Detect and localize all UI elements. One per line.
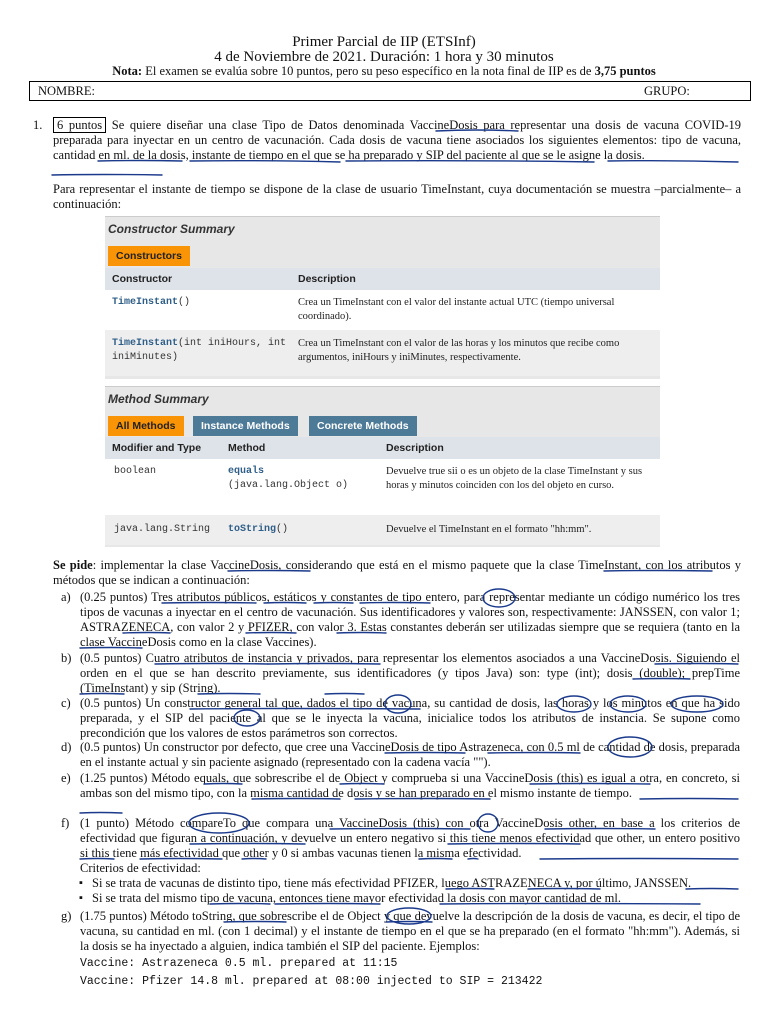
constructor-row [105, 330, 660, 376]
constructor-signature [112, 337, 287, 365]
col-description: Description [386, 442, 444, 454]
underline-mark [52, 175, 162, 176]
col-modifier-type: Modifier and Type [112, 442, 202, 454]
intro-paragraph: Se quiere diseñar una clase Tipo de Datos denominada VaccineDosis para representar una dosis de vacuna COVID-19 preparada para inyectar en un centro de vacunación. Cada dosis de vacuna tiene asociados los siguientes elementos: tipo de vacuna, cantidad en ml. de la dosis, instante de tiempo en el que se ha preparado y SIP del paciente al que se le asigne la dosis. [53, 118, 742, 162]
tab-instance-methods[interactable]: Instance Methods [193, 416, 298, 436]
task-label: Se pide [53, 558, 93, 572]
constructor-link[interactable]: TimeInstant [112, 338, 179, 349]
method-description: Devuelve true sii o es un objeto de la clase TimeInstant y sus horas y minutos coinciden con los del objeto en curso. [386, 466, 643, 491]
item-label: b) [61, 651, 72, 665]
method-params: (java.lang.Object o) [228, 480, 349, 491]
list-item [61, 771, 740, 801]
item-text: (0.5 puntos) Un constructor general tal que, dados el tipo de vacuna, su cantidad de dosis, las horas y los minutos en que ha sido preparada, y el SIP del paciente al que se le inyecta la vacuna, inicialice todos los atributos de instancia. Se supone como precondición que los valores de estos parámetros son correctos. [80, 696, 740, 740]
method-return-type: boolean [114, 466, 157, 477]
item-text: (0.25 puntos) Tres atributos públicos, estáticos y constantes de tipo entero, para representar mediante un código numérico los tres tipos de vacunas a inyectar en el centro de vacunación. Sus identificadores y valores son, respectivamente: JANSSEN, con valor 1; ASTRAZENECA, con valor 2 y PFIZER, con valor 3. Estas constantes deberán ser utilizadas siempre que se requiera (tanto en la clase VaccineDosis como en la clase Vaccines). [80, 590, 740, 649]
col-description: Description [298, 273, 356, 285]
item-label: g) [61, 909, 72, 923]
method-table-header [105, 437, 660, 459]
item-text: (0.5 puntos) Un constructor por defecto, que cree una VaccineDosis de tipo Astrazeneca, con 0.5 ml de cantidad de dosis, preparada en el instante actual y sin paciente asignado (representado con la cadena vacía ""). [80, 740, 740, 769]
exam-title: Primer Parcial de IIP (ETSInf) [292, 34, 476, 50]
method-description: Devuelve el TimeInstant en el formato "hh:mm". [386, 524, 592, 535]
method-summary [105, 386, 660, 547]
method-signature [228, 523, 288, 537]
list-item [61, 590, 740, 650]
note-value: 3,75 puntos [594, 64, 656, 78]
item-label: e) [61, 771, 71, 785]
list-item [61, 816, 740, 861]
group-label: GRUPO: [644, 84, 690, 98]
item-text: (1 punto) Método compareTo que compara una VaccineDosis (this) con otra VaccineDosis other, en base a los criterios de efectividad que figuran a continuación, y devuelve un entero negativo si this tiene menos efectividad que other, un entero positivo si this tiene más efectividad que other y 0 si ambas vacunas tienen la misma efectividad. [80, 816, 740, 860]
example-line: Vaccine: Astrazeneca 0.5 ml. prepared at 11:15 [80, 957, 398, 970]
method-row [105, 459, 660, 515]
question-number: 1. [33, 118, 43, 132]
points-box: 6 puntos [53, 117, 106, 133]
timeinstant-paragraph: Para representar el instante de tiempo se dispone de la clase de usuario TimeInstant, cuya documentación se muestra –parcialmente– a continuación: [53, 182, 741, 211]
task-statement [53, 558, 741, 588]
constructor-description: Crea un TimeInstant con el valor del instante actual UTC (tiempo universal coordinado). [298, 297, 615, 322]
list-item [61, 740, 740, 770]
task-text: : implementar la clase VaccineDosis, considerando que está en el mismo paquete que la clase TimeInstant, con los atributos y métodos que se indican a continuación: [53, 558, 742, 587]
method-params: () [276, 524, 289, 535]
constructor-signature [112, 296, 190, 310]
list-item [61, 651, 740, 696]
tab-all-methods[interactable]: All Methods [108, 416, 184, 436]
method-signature [228, 465, 378, 493]
name-label: NOMBRE: [38, 84, 95, 98]
item-label: a) [61, 590, 71, 604]
item-label: f) [61, 816, 70, 830]
example-line: Vaccine: Pfizer 14.8 ml. prepared at 08:00 injected to SIP = 213422 [80, 975, 543, 988]
col-method: Method [228, 442, 266, 454]
constructor-summary-title: Constructor Summary [108, 222, 235, 236]
question-intro [53, 118, 741, 163]
tab-concrete-methods[interactable]: Concrete Methods [309, 416, 417, 436]
criteria-bullet: ▪ Si se trata del mismo tipo de vacuna, entonces tiene mayor efectividad la dosis con mayor cantidad de ml. [92, 891, 742, 906]
exam-note [0, 64, 768, 79]
name-group-box [29, 81, 751, 101]
exam-subtitle: 4 de Noviembre de 2021. Duración: 1 hora y 30 minutos [214, 49, 554, 65]
item-label: c) [61, 696, 71, 710]
method-return-type: java.lang.String [114, 524, 211, 535]
note-label: Nota: [112, 64, 143, 78]
constructor-params: (int iniHours, int iniMinutes) [112, 338, 287, 363]
constructor-summary [105, 216, 660, 379]
constructor-link[interactable]: TimeInstant [112, 297, 179, 308]
item-text: (0.5 puntos) Cuatro atributos de instancia y privados, para representar los elementos asociados a una VaccineDosis. Siguiendo el orden en el que se han descrito previamente, sus identificadores (y tipos Java) son: type (int); dosis (double); prepTime (TimeInstant) y sip (String). [80, 651, 740, 695]
underline-mark [80, 813, 122, 814]
constructor-params: () [178, 297, 191, 308]
item-text: (1.75 puntos) Método toString, que sobrescribe el de Object y que devuelve la descripción de la dosis de vacuna, es decir, el tipo de vacuna, su cantidad en ml. (con 1 decimal) y el instante de tiempo en el que se ha preparado (en el formato "hh:mm"). Además, si la dosis se ha inyectado a alguien, indica también el SIP del paciente. Ejemplos: [80, 909, 740, 953]
constructor-table-header [105, 268, 660, 290]
item-text: (1.25 puntos) Método equals, que sobrescribe el de Object y comprueba si una VaccineDosis (this) es igual a otra, en concreto, si ambas son del mismo tipo, con la misma cantidad de dosis y se han preparado en el mismo instante de tiempo. [80, 771, 740, 800]
note-text: El examen se evalúa sobre 10 puntos, pero su peso específico en la nota final de IIP es de [145, 64, 592, 78]
list-item [61, 696, 740, 741]
tab-constructors[interactable]: Constructors [108, 246, 190, 266]
col-constructor: Constructor [112, 273, 173, 285]
method-summary-title: Method Summary [108, 392, 209, 406]
method-row [105, 515, 660, 545]
list-item [61, 909, 740, 954]
method-link[interactable]: toString [228, 524, 277, 535]
method-link[interactable]: equals [228, 466, 265, 477]
constructor-row [105, 290, 660, 330]
criteria-title: Criterios de efectividad: [80, 861, 201, 875]
item-label: d) [61, 740, 72, 754]
constructor-description: Crea un TimeInstant con el valor de las horas y los minutos que recibe como argumentos, iniHours y iniMinutes, respectivamente. [298, 338, 620, 363]
criteria-bullet: ▪ Si se trata de vacunas de distinto tipo, tiene más efectividad PFIZER, luego ASTRAZENECA y, por último, JANSSEN. [92, 876, 742, 891]
